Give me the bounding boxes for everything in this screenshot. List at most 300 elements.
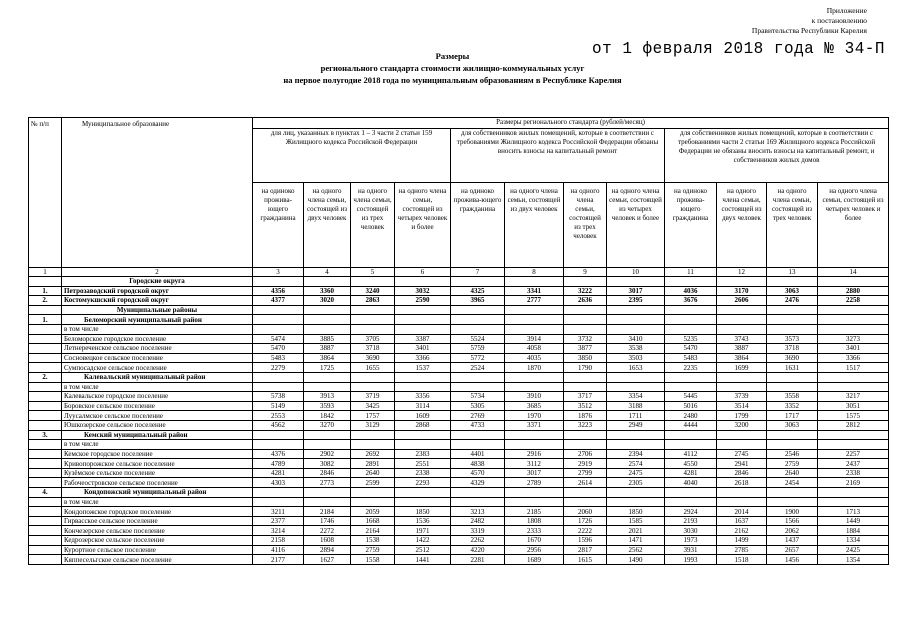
column-index: 13 [767,268,818,277]
value-cell: 3273 [818,334,889,344]
value-cell: 2258 [818,296,889,306]
value-cell [818,440,889,450]
value-cell: 5470 [253,344,304,354]
value-cell: 2846 [717,468,767,478]
appendix-line: к постановлению [811,16,867,25]
value-cell: 4838 [451,459,505,469]
value-cell: 2014 [717,507,767,517]
value-cell: 2425 [818,545,889,555]
table-row [29,449,889,459]
value-cell: 2657 [767,545,818,555]
table-row [29,468,889,478]
table-row [29,363,889,373]
value-cell: 3371 [505,420,564,430]
municipality-name: Сосновецкое сельское поселение [62,353,253,363]
value-cell [818,382,889,392]
value-cell: 2272 [304,526,351,536]
appendix-line: Правительства Республики Карелия [751,26,867,35]
value-cell [505,324,564,334]
value-cell: 3685 [505,401,564,411]
value-cell: 3690 [767,353,818,363]
value-cell: 5474 [253,334,304,344]
row-num [29,344,62,354]
value-cell: 2059 [351,507,395,517]
subheading-text: в том числе [62,497,253,507]
value-cell [253,488,304,498]
value-cell: 5759 [451,344,505,354]
row-num [29,478,62,488]
value-cell: 3593 [304,401,351,411]
row-num: 2. [29,372,62,382]
table-row [29,411,889,421]
value-cell [717,305,767,315]
value-cell: 3864 [304,353,351,363]
value-cell [304,372,351,382]
value-cell: 2902 [304,449,351,459]
value-cell [607,372,665,382]
value-cell: 1538 [351,536,395,546]
value-cell [818,305,889,315]
value-cell: 1566 [767,516,818,526]
subheading-text: в том числе [62,440,253,450]
value-cell [717,430,767,440]
municipality-name: Беломорское городское поселение [62,334,253,344]
row-num [29,334,62,344]
value-cell: 3063 [767,286,818,296]
value-cell: 3211 [253,507,304,517]
value-cell: 2262 [451,536,505,546]
value-cell [505,305,564,315]
value-cell [253,324,304,334]
value-cell: 3341 [505,286,564,296]
value-cell: 1713 [818,507,889,517]
value-cell: 3051 [818,401,889,411]
value-cell [395,430,451,440]
municipality-name: Кемское городское поселение [62,449,253,459]
value-cell: 2480 [665,411,717,421]
value-cell [395,497,451,507]
value-cell: 2293 [395,478,451,488]
value-cell: 2773 [304,478,351,488]
value-cell: 1575 [818,411,889,421]
value-cell: 2482 [451,516,505,526]
table-row [29,324,889,334]
value-cell [451,305,505,315]
value-cell: 1558 [351,555,395,565]
value-cell: 1726 [564,516,607,526]
value-cell: 2916 [505,449,564,459]
value-cell [564,488,607,498]
municipality-name: Юшкозерское сельское поселение [62,420,253,430]
row-num [29,449,62,459]
value-cell: 2060 [564,507,607,517]
value-cell: 3850 [564,353,607,363]
value-cell [767,277,818,287]
value-cell: 2745 [717,449,767,459]
value-cell [717,497,767,507]
value-cell: 3366 [818,353,889,363]
title-line: Размеры [435,51,470,61]
value-cell: 3914 [505,334,564,344]
value-cell [607,382,665,392]
appendix-note [707,6,867,36]
value-cell: 1615 [564,555,607,565]
value-cell: 3538 [607,344,665,354]
value-cell [818,324,889,334]
column-index: 3 [253,268,304,277]
value-cell [395,277,451,287]
value-cell: 3200 [717,420,767,430]
value-cell: 1790 [564,363,607,373]
value-cell [253,430,304,440]
row-num [29,459,62,469]
value-cell [395,488,451,498]
value-cell: 5016 [665,401,717,411]
value-cell [818,488,889,498]
value-cell: 2636 [564,296,607,306]
value-cell: 3512 [564,401,607,411]
value-cell: 1799 [717,411,767,421]
value-cell [665,277,717,287]
value-cell: 3032 [395,286,451,296]
table-row [29,296,889,306]
value-cell [395,305,451,315]
row-num-cell [29,324,62,334]
value-cell: 3885 [304,334,351,344]
column-index: 12 [717,268,767,277]
subheading-text: в том числе [62,382,253,392]
value-cell: 4303 [253,478,304,488]
value-cell: 2437 [818,459,889,469]
value-cell [253,315,304,325]
value-cell: 2640 [767,468,818,478]
value-cell: 2574 [607,459,665,469]
value-cell: 2949 [607,420,665,430]
value-cell [304,488,351,498]
value-cell: 2812 [818,420,889,430]
value-cell [717,277,767,287]
value-cell [253,305,304,315]
value-cell [351,324,395,334]
value-cell: 2193 [665,516,717,526]
value-cell: 2769 [451,411,505,421]
municipality-name: Кривопорожское сельское поселение [62,459,253,469]
value-cell: 2799 [564,468,607,478]
value-cell [304,440,351,450]
section-heading: Городские округа [62,277,253,287]
value-cell: 2924 [665,507,717,517]
value-cell [505,372,564,382]
value-cell: 1585 [607,516,665,526]
column-index: 1 [29,268,62,277]
row-num [29,516,62,526]
value-cell [395,324,451,334]
value-cell: 2021 [607,526,665,536]
value-cell [767,488,818,498]
value-cell: 3112 [505,459,564,469]
value-cell: 3082 [304,459,351,469]
value-cell: 3410 [607,334,665,344]
value-cell: 3213 [451,507,505,517]
value-cell: 4376 [253,449,304,459]
table-row [29,334,889,344]
value-cell [304,324,351,334]
table-row [29,488,889,498]
value-cell: 3931 [665,545,717,555]
table-row [29,555,889,565]
value-cell [564,497,607,507]
value-cell [665,382,717,392]
value-cell: 2169 [818,478,889,488]
header-sub: на одиноко прожива-ющего гражданина [665,183,717,268]
column-index: 10 [607,268,665,277]
value-cell: 3864 [717,353,767,363]
municipality-name: Сумпосадское сельское поселение [62,363,253,373]
value-cell [253,382,304,392]
value-cell: 4570 [451,468,505,478]
value-cell: 1842 [304,411,351,421]
value-cell [505,488,564,498]
municipality-name: Калевальское городское поселение [62,392,253,402]
value-cell: 3558 [767,392,818,402]
value-cell: 3743 [717,334,767,344]
row-num: 1. [29,315,62,325]
value-cell [767,440,818,450]
value-cell: 2476 [767,296,818,306]
value-cell: 3573 [767,334,818,344]
value-cell: 1471 [607,536,665,546]
value-cell [304,305,351,315]
value-cell [665,430,717,440]
value-cell [818,497,889,507]
value-cell [253,497,304,507]
value-cell: 3270 [304,420,351,430]
table-row [29,507,889,517]
value-cell [607,305,665,315]
value-cell [607,315,665,325]
row-num [29,363,62,373]
value-cell [351,488,395,498]
value-cell: 2562 [607,545,665,555]
value-cell: 2454 [767,478,818,488]
subheading-text: в том числе [62,324,253,334]
value-cell: 2235 [665,363,717,373]
municipality-name: Летнереченское сельское поселение [62,344,253,354]
column-index: 6 [395,268,451,277]
value-cell: 1517 [818,363,889,373]
value-cell [451,488,505,498]
value-cell [351,497,395,507]
value-cell: 3887 [717,344,767,354]
value-cell [451,382,505,392]
value-cell: 3739 [717,392,767,402]
value-cell: 2158 [253,536,304,546]
table-row [29,277,889,287]
value-cell [564,315,607,325]
row-num [29,468,62,478]
value-cell: 2383 [395,449,451,459]
header-sub: на одного члена семьи, состоящей из двух человек [505,183,564,268]
row-num: 1. [29,286,62,296]
row-num [29,401,62,411]
value-cell [253,372,304,382]
value-cell: 1334 [818,536,889,546]
municipality-name: Петрозаводский городской округ [62,286,253,296]
value-cell: 3718 [351,344,395,354]
table-row [29,382,889,392]
table-row [29,372,889,382]
value-cell: 2891 [351,459,395,469]
value-cell: 2281 [451,555,505,565]
value-cell: 2164 [351,526,395,536]
title-line: регионального стандарта стоимости жилищно-коммунальных услуг [320,63,585,73]
value-cell: 4444 [665,420,717,430]
value-cell: 3366 [395,353,451,363]
value-cell: 3217 [818,392,889,402]
value-cell: 1725 [304,363,351,373]
value-cell: 1609 [395,411,451,421]
value-cell: 5149 [253,401,304,411]
value-cell: 4112 [665,449,717,459]
header-num: № п/п [29,118,62,268]
row-num [29,392,62,402]
value-cell: 4562 [253,420,304,430]
value-cell: 1870 [505,363,564,373]
table-row [29,516,889,526]
value-cell: 2817 [564,545,607,555]
value-cell [767,372,818,382]
value-cell: 2553 [253,411,304,421]
value-cell [304,315,351,325]
table-row [29,392,889,402]
municipality-name: Гирвасское сельское поселение [62,516,253,526]
value-cell [304,277,351,287]
value-cell [395,315,451,325]
value-cell: 2789 [505,478,564,488]
value-cell [818,372,889,382]
value-cell: 3705 [351,334,395,344]
column-index: 9 [564,268,607,277]
column-index: 14 [818,268,889,277]
value-cell [607,430,665,440]
value-cell: 1655 [351,363,395,373]
municipality-name: Кяппесельгское сельское поселение [62,555,253,565]
value-cell [607,324,665,334]
value-cell: 2785 [717,545,767,555]
value-cell [451,315,505,325]
value-cell: 1850 [607,507,665,517]
value-cell: 1668 [351,516,395,526]
header-sub: на одного члена семьи, состоящей из двух человек [304,183,351,268]
value-cell: 1970 [505,411,564,421]
value-cell: 3910 [505,392,564,402]
district-name: Кондопожский муниципальный район [62,488,253,498]
value-cell: 1422 [395,536,451,546]
value-cell: 2894 [304,545,351,555]
value-cell: 4036 [665,286,717,296]
value-cell: 5235 [665,334,717,344]
value-cell: 3425 [351,401,395,411]
value-cell: 2606 [717,296,767,306]
value-cell [564,305,607,315]
value-cell: 3354 [607,392,665,402]
value-cell [505,382,564,392]
value-cell: 3360 [304,286,351,296]
header-sub: на одного члена семьи, состоящей из трех человек [351,183,395,268]
value-cell [451,430,505,440]
value-cell: 2394 [607,449,665,459]
value-cell [767,305,818,315]
value-cell: 3223 [564,420,607,430]
value-cell: 3030 [665,526,717,536]
value-cell: 1354 [818,555,889,565]
municipality-name: Кузёмское сельское поселение [62,468,253,478]
value-cell: 3352 [767,401,818,411]
row-num [29,555,62,565]
value-cell [665,440,717,450]
value-cell: 2475 [607,468,665,478]
value-cell: 4401 [451,449,505,459]
value-cell: 5483 [665,353,717,363]
value-cell: 1876 [564,411,607,421]
value-cell [451,497,505,507]
value-cell: 2062 [767,526,818,536]
value-cell [505,430,564,440]
value-cell: 2177 [253,555,304,565]
value-cell: 2618 [717,478,767,488]
value-cell [564,372,607,382]
value-cell: 2333 [505,526,564,536]
header-mo: Муниципальное образование [62,118,253,268]
value-cell: 3877 [564,344,607,354]
value-cell [717,440,767,450]
value-cell: 3732 [564,334,607,344]
value-cell [607,277,665,287]
value-cell: 1631 [767,363,818,373]
value-cell: 1670 [505,536,564,546]
table-row [29,286,889,296]
header-group: для собственников жилых помещений, которые в соответствии с требованиями части 2 статьи 169 Жилищного кодекса Российской Федерации не обязаны вносить взносы на капитальный ремонт, и собственников жилых домов [665,129,889,183]
value-cell [395,440,451,450]
header-group: для лиц, указанных в пунктах 1 – 3 части 2 статьи 159 Жилищного кодекса Российской Федерации [253,129,451,183]
value-cell: 1490 [607,555,665,565]
header-sub: на одиноко прожива-ющего гражданина [451,183,505,268]
value-cell: 5305 [451,401,505,411]
municipality-name: Рабочеостровское сельское поселение [62,478,253,488]
value-cell: 2640 [351,468,395,478]
value-cell [253,277,304,287]
value-cell [767,430,818,440]
value-cell: 2305 [607,478,665,488]
value-cell: 5738 [253,392,304,402]
value-cell: 3503 [607,353,665,363]
value-cell: 1717 [767,411,818,421]
value-cell: 1536 [395,516,451,526]
value-cell [564,324,607,334]
value-cell: 1973 [665,536,717,546]
value-cell: 3387 [395,334,451,344]
row-num [29,545,62,555]
value-cell: 3222 [564,286,607,296]
value-cell: 4116 [253,545,304,555]
value-cell: 4058 [505,344,564,354]
value-cell [505,440,564,450]
table-row [29,478,889,488]
value-cell: 2162 [717,526,767,536]
value-cell: 2395 [607,296,665,306]
value-cell: 5445 [665,392,717,402]
value-cell: 2706 [564,449,607,459]
